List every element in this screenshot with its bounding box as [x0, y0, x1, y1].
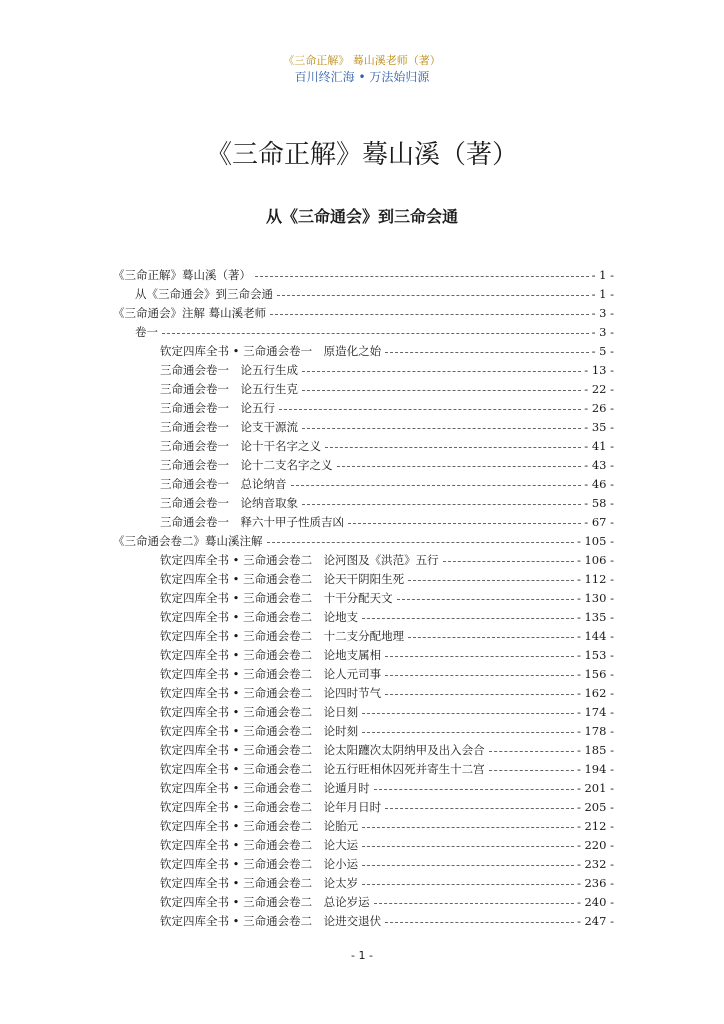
toc-leader-dashes: [337, 466, 582, 467]
page-title: 《三命正解》蓦山溪（著）: [205, 140, 518, 170]
toc-entry[interactable]: [160, 721, 614, 740]
toc-entry-title: 钦定四库全书 • 三命通会卷二 论大运: [160, 837, 359, 852]
toc-entry-page: - 26 -: [584, 400, 614, 415]
toc-entry-title: 三命通会卷一 论十干名字之义: [160, 438, 321, 453]
toc-leader-dashes: [302, 390, 581, 391]
toc-entry-title: 三命通会卷一 论五行生成: [160, 362, 298, 377]
toc-entry-title: 钦定四库全书 • 三命通会卷二 论地支属相: [160, 647, 382, 662]
toc-entry-title: 卷一: [135, 324, 158, 339]
toc-entry[interactable]: [160, 664, 614, 683]
toc-entry[interactable]: [113, 531, 614, 550]
toc-entry-page: - 41 -: [584, 438, 614, 453]
toc-entry-page: - 3 -: [591, 305, 614, 320]
toc-entry-title: 钦定四库全书 • 三命通会卷二 论四时节气: [160, 685, 382, 700]
toc-entry-page: - 205 -: [576, 799, 614, 814]
toc-entry[interactable]: [160, 797, 614, 816]
toc-entry[interactable]: [160, 759, 614, 778]
toc-entry[interactable]: [160, 892, 614, 911]
toc-entry-page: - 67 -: [584, 514, 614, 529]
toc-entry-page: - 232 -: [576, 856, 614, 871]
running-header-title: 《三命正解》 蓦山溪老师（著）: [283, 54, 441, 67]
toc-entry[interactable]: [160, 341, 614, 360]
toc-leader-dashes: [291, 485, 582, 486]
toc-entry-page: - 43 -: [584, 457, 614, 472]
toc-entry-page: - 185 -: [576, 742, 614, 757]
toc-entry-title: 三命通会卷一 总论纳音: [160, 476, 287, 491]
toc-entry-page: - 236 -: [576, 875, 614, 890]
toc-leader-dashes: [385, 352, 589, 353]
toc-leader-dashes: [302, 371, 581, 372]
toc-entry-title: 三命通会卷一 论五行生克: [160, 381, 298, 396]
toc-entry-page: - 105 -: [576, 533, 614, 548]
toc-leader-dashes: [385, 922, 574, 923]
toc-leader-dashes: [385, 656, 574, 657]
toc-entry-title: 钦定四库全书 • 三命通会卷二 十二支分配地理: [160, 628, 405, 643]
toc-entry-title: 《三命通会卷二》蓦山溪注解: [113, 533, 263, 548]
toc-leader-dashes: [267, 542, 574, 543]
toc-entry[interactable]: [160, 379, 614, 398]
toc-entry[interactable]: [160, 645, 614, 664]
toc-leader-dashes: [408, 580, 574, 581]
toc-entry[interactable]: [160, 607, 614, 626]
toc-entry[interactable]: [160, 854, 614, 873]
toc-leader-dashes: [277, 295, 589, 296]
toc-entry-page: - 1 -: [591, 267, 614, 282]
toc-entry[interactable]: [160, 436, 614, 455]
toc-entry-title: 钦定四库全书 • 三命通会卷二 论河图及《洪范》五行: [160, 552, 439, 567]
toc-entry-title: 钦定四库全书 • 三命通会卷二 论日刻: [160, 704, 359, 719]
toc-entry[interactable]: [160, 360, 614, 379]
toc-leader-dashes: [362, 846, 574, 847]
page-subtitle: 从《三命通会》到三命会通: [265, 207, 458, 226]
toc-leader-dashes: [374, 903, 574, 904]
toc-entry-title: 钦定四库全书 • 三命通会卷二 论遁月时: [160, 780, 370, 795]
toc-entry-page: - 201 -: [576, 780, 614, 795]
toc-entry-page: - 247 -: [576, 913, 614, 928]
toc-entry-title: 三命通会卷一 论支干源流: [160, 419, 298, 434]
toc-entry-title: 钦定四库全书 • 三命通会卷二 论小运: [160, 856, 359, 871]
toc-entry-page: - 3 -: [591, 324, 614, 339]
toc-leader-dashes: [362, 865, 574, 866]
toc-leader-dashes: [408, 637, 574, 638]
toc-leader-dashes: [302, 504, 581, 505]
toc-entry[interactable]: [135, 322, 614, 341]
toc-entry[interactable]: [160, 493, 614, 512]
toc-entry[interactable]: [160, 569, 614, 588]
toc-leader-dashes: [362, 713, 574, 714]
toc-leader-dashes: [489, 770, 574, 771]
toc-entry[interactable]: [160, 474, 614, 493]
toc-leader-dashes: [385, 675, 574, 676]
toc-entry[interactable]: [113, 265, 614, 284]
toc-entry[interactable]: [135, 284, 614, 303]
toc-entry[interactable]: [160, 455, 614, 474]
toc-entry-page: - 174 -: [576, 704, 614, 719]
toc-entry-title: 钦定四库全书 • 三命通会卷二 论年月日时: [160, 799, 382, 814]
toc-leader-dashes: [397, 599, 574, 600]
toc-entry-page: - 144 -: [576, 628, 614, 643]
toc-entry-title: 三命通会卷一 论纳音取象: [160, 495, 298, 510]
page-number: - 1 -: [351, 949, 373, 962]
toc-entry-page: - 220 -: [576, 837, 614, 852]
toc-entry-title: 钦定四库全书 • 三命通会卷二 论太阳躔次太阴纳甲及出入会合: [160, 742, 485, 757]
toc-entry-page: - 22 -: [584, 381, 614, 396]
toc-entry-title: 钦定四库全书 • 三命通会卷二 论地支: [160, 609, 359, 624]
toc-entry-title: 钦定四库全书 • 三命通会卷二 十干分配天文: [160, 590, 393, 605]
toc-entry-title: 《三命通会》注解 蓦山溪老师: [113, 305, 267, 320]
toc-leader-dashes: [362, 827, 574, 828]
toc-entry[interactable]: [160, 740, 614, 759]
toc-entry-title: 三命通会卷一 论十二支名字之义: [160, 457, 333, 472]
toc-leader-dashes: [374, 789, 574, 790]
toc-leader-dashes: [489, 751, 574, 752]
toc-leader-dashes: [302, 428, 581, 429]
running-header-motto: 百川终汇海 • 万法始归源: [294, 70, 430, 84]
toc-entry-title: 三命通会卷一 释六十甲子性质吉凶: [160, 514, 344, 529]
toc-entry[interactable]: [160, 588, 614, 607]
toc-leader-dashes: [255, 276, 589, 277]
toc-entry-page: - 35 -: [584, 419, 614, 434]
toc-entry[interactable]: [160, 550, 614, 569]
toc-entry[interactable]: [160, 778, 614, 797]
toc-entry-title: 钦定四库全书 • 三命通会卷二 论进交退伏: [160, 913, 382, 928]
toc-entry-page: - 212 -: [576, 818, 614, 833]
toc-entry[interactable]: [160, 417, 614, 436]
toc-entry[interactable]: [113, 303, 614, 322]
toc-entry-page: - 178 -: [576, 723, 614, 738]
toc-leader-dashes: [385, 694, 574, 695]
toc-leader-dashes: [443, 561, 574, 562]
toc-entry-title: 钦定四库全书 • 三命通会卷二 论时刻: [160, 723, 359, 738]
toc-leader-dashes: [362, 618, 574, 619]
toc-entry-page: - 106 -: [576, 552, 614, 567]
toc-entry-page: - 130 -: [576, 590, 614, 605]
toc-entry[interactable]: [160, 626, 614, 645]
toc-entry[interactable]: [160, 873, 614, 892]
toc-entry-title: 钦定四库全书 • 三命通会卷二 论太岁: [160, 875, 359, 890]
toc-entry[interactable]: [160, 911, 614, 930]
toc-leader-dashes: [385, 808, 574, 809]
toc-leader-dashes: [279, 409, 581, 410]
toc-entry-title: 钦定四库全书 • 三命通会卷一 原造化之始: [160, 343, 382, 358]
toc-entry[interactable]: [160, 398, 614, 417]
toc-entry[interactable]: [160, 512, 614, 531]
toc-entry-title: 钦定四库全书 • 三命通会卷二 论五行旺相休囚死并寄生十二宫: [160, 761, 485, 776]
toc-leader-dashes: [162, 333, 589, 334]
toc-leader-dashes: [362, 732, 574, 733]
toc-entry-page: - 156 -: [576, 666, 614, 681]
toc-entry-page: - 162 -: [576, 685, 614, 700]
toc-entry-page: - 58 -: [584, 495, 614, 510]
toc-entry-title: 钦定四库全书 • 三命通会卷二 论胎元: [160, 818, 359, 833]
toc-entry-page: - 1 -: [591, 286, 614, 301]
toc-entry-page: - 5 -: [591, 343, 614, 358]
toc-entry-title: 钦定四库全书 • 三命通会卷二 论人元司事: [160, 666, 382, 681]
toc-entry[interactable]: [160, 816, 614, 835]
toc-leader-dashes: [348, 523, 581, 524]
toc-entry-title: 钦定四库全书 • 三命通会卷二 总论岁运: [160, 894, 370, 909]
toc-entry-page: - 194 -: [576, 761, 614, 776]
toc-leader-dashes: [270, 314, 588, 315]
toc-leader-dashes: [325, 447, 581, 448]
toc-entry[interactable]: [160, 835, 614, 854]
toc-entry-page: - 135 -: [576, 609, 614, 624]
toc-entry-page: - 46 -: [584, 476, 614, 491]
toc-entry-title: 三命通会卷一 论五行: [160, 400, 275, 415]
toc-entry-title: 钦定四库全书 • 三命通会卷二 论天干阴阳生死: [160, 571, 405, 586]
toc-entry-page: - 240 -: [576, 894, 614, 909]
toc-entry[interactable]: [160, 683, 614, 702]
toc-entry-page: - 112 -: [576, 571, 614, 586]
toc-entry[interactable]: [160, 702, 614, 721]
toc-entry-page: - 13 -: [584, 362, 614, 377]
toc-leader-dashes: [362, 884, 574, 885]
toc-entry-page: - 153 -: [576, 647, 614, 662]
toc-entry-title: 从《三命通会》到三命会通: [135, 286, 273, 301]
toc-entry-title: 《三命正解》蓦山溪（著）: [113, 267, 251, 282]
